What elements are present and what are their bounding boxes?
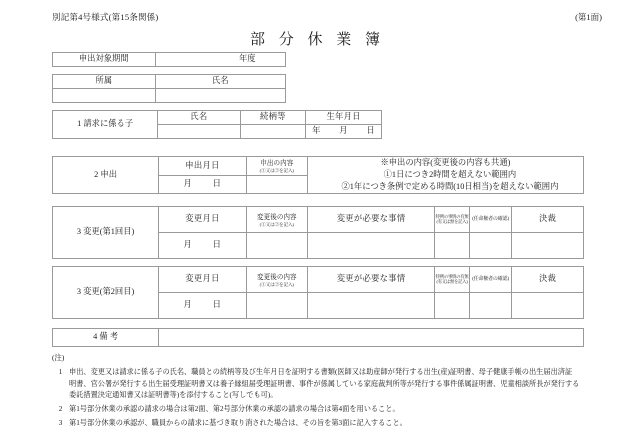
moushide-content-header xyxy=(246,157,307,176)
bikou-table xyxy=(52,328,584,347)
table-row xyxy=(53,75,286,89)
henkou1-confirm-value[interactable] xyxy=(469,233,511,259)
moushide-date-header: 申出月日 xyxy=(159,157,247,176)
henkou1-approval-value[interactable] xyxy=(512,233,584,259)
moushide-row-label: 2 申出 xyxy=(53,157,159,194)
document-header xyxy=(0,11,630,25)
child-birth-header: 生年月日 xyxy=(306,111,382,125)
page-title: 部 分 休 業 簿 xyxy=(249,32,385,48)
moushide-notes-title: ※申出の内容(変更後の内容も共通) xyxy=(380,158,511,167)
child-name-value[interactable] xyxy=(158,125,240,139)
moushide-note-1: ①1日につき2時間を超えない範囲内 xyxy=(383,170,517,180)
note-body-3 xyxy=(69,418,597,429)
child-birth-value[interactable]: 年 月 日 xyxy=(306,125,382,139)
henkou2-special-header-text: 特例の事情の有無 xyxy=(435,273,469,279)
note-line: 申出、変更又は請求に係る子の氏名、職員との続柄等及び生年月日を証明する書類(医師又は助産師が発行する出生(産)証明書、母子健康手帳の出生届出済証 xyxy=(69,368,573,377)
moushide-note-2: ②1年につき条例で定める時間(10日相当)を超えない範囲内 xyxy=(341,182,559,192)
child-row-label: 1 請求に係る子 xyxy=(53,111,158,139)
table-row xyxy=(53,111,382,125)
henkou2-date-header: 変更月日 xyxy=(159,267,247,293)
affiliation-value[interactable] xyxy=(53,89,156,103)
table-row xyxy=(53,89,286,103)
henkou2-reason-header: 変更が必要な事情 xyxy=(307,267,434,293)
henkou1-confirm-header xyxy=(469,207,511,233)
child-name-header: 氏名 xyxy=(158,111,240,125)
table-row xyxy=(53,207,584,233)
note-line: 委託措置決定通知書又は証明書等)を添付すること(写しでも可)。 xyxy=(69,390,278,399)
table-row xyxy=(53,329,584,347)
name-label: 氏名 xyxy=(155,75,285,89)
henkou2-confirm-header xyxy=(469,267,511,293)
henkou1-date-value[interactable]: 月 日 xyxy=(159,233,247,259)
period-table xyxy=(52,52,286,67)
moushide-content-header-text: 申出の内容 xyxy=(260,159,294,167)
moushide-content-header-sub: (①又は②を記入) xyxy=(259,167,294,173)
note-body-2 xyxy=(69,404,597,415)
henkou1-special-header-sub: (有又は無を記入) xyxy=(436,218,468,224)
notes-heading: (注) xyxy=(52,353,65,362)
moushide-notes-cell xyxy=(307,157,583,194)
henkou1-date-header: 変更月日 xyxy=(159,207,247,233)
henkou1-reason-header: 変更が必要な事情 xyxy=(307,207,434,233)
henkou1-approval-header: 決裁 xyxy=(512,207,584,233)
bikou-label: 4 備 考 xyxy=(53,329,159,347)
child-relation-value[interactable] xyxy=(240,125,306,139)
henkou1-content-header-text: 変更後の内容 xyxy=(257,213,297,221)
henkou2-approval-header: 決裁 xyxy=(512,267,584,293)
henkou2-content-header-text: 変更後の内容 xyxy=(257,273,297,281)
henkou1-reason-value[interactable] xyxy=(307,233,434,259)
henkou2-content-header-sub: (①又は②を記入) xyxy=(259,281,294,287)
child-relation-header: 続柄等 xyxy=(240,111,306,125)
moushide-date-value[interactable]: 月 日 xyxy=(159,175,247,194)
henkou2-content-value[interactable] xyxy=(246,293,307,319)
henkou2-special-header-sub: (有又は無を記入) xyxy=(436,278,468,284)
note-line: 第1号部分休業の承認が、職員からの請求に基づき取り消された場合は、その旨を第3面に記入すること。 xyxy=(69,419,407,428)
moushide-content-value[interactable] xyxy=(246,175,307,194)
child-table xyxy=(52,110,382,139)
henkou2-content-header xyxy=(246,267,307,293)
affiliation-label: 所属 xyxy=(53,75,156,89)
note-item-1 xyxy=(52,367,597,400)
affiliation-table xyxy=(52,74,286,103)
henkou2-date-value[interactable]: 月 日 xyxy=(159,293,247,319)
table-row xyxy=(53,53,286,67)
period-year-unit: 年度 xyxy=(238,54,256,64)
henkou2-special-header xyxy=(435,267,470,293)
note-number-1: 1 xyxy=(58,368,63,377)
note-number-3: 3 xyxy=(58,419,63,428)
bikou-value[interactable] xyxy=(159,329,584,347)
henkou2-row-label: 3 変更(第2回目) xyxy=(53,267,159,319)
henkou1-confirm-header-text: (任命権者の確認) xyxy=(472,216,509,222)
name-value[interactable] xyxy=(155,89,285,103)
form-code-label: 別記第4号様式(第15条関係) xyxy=(52,12,159,22)
henkou2-approval-value[interactable] xyxy=(512,293,584,319)
page-face-label: (第1面) xyxy=(575,12,602,22)
table-row xyxy=(53,157,584,176)
period-label: 申出対象期間 xyxy=(53,53,156,67)
henkou-table-2 xyxy=(52,266,584,319)
henkou1-content-header-sub: (①又は②を記入) xyxy=(259,221,294,227)
period-year-cell[interactable] xyxy=(155,53,285,67)
note-number-2: 2 xyxy=(58,404,63,413)
note-item-2 xyxy=(52,404,597,415)
henkou1-special-value[interactable] xyxy=(435,233,470,259)
moushide-table xyxy=(52,156,584,194)
henkou2-confirm-value[interactable] xyxy=(469,293,511,319)
notes-section xyxy=(52,352,597,430)
henkou1-content-header xyxy=(246,207,307,233)
note-body-1 xyxy=(69,367,597,400)
henkou1-content-value[interactable] xyxy=(246,233,307,259)
henkou1-special-header-text: 特例の事情の有無 xyxy=(435,213,469,219)
note-item-3 xyxy=(52,418,597,429)
henkou2-confirm-header-text: (任命権者の確認) xyxy=(472,276,509,282)
table-row xyxy=(53,267,584,293)
henkou2-reason-value[interactable] xyxy=(307,293,434,319)
note-line: 第1号部分休業の承認の請求の場合は第2面、第2号部分休業の承認の請求の場合は第4面を用いること。 xyxy=(69,404,400,413)
henkou1-special-header xyxy=(435,207,470,233)
henkou-table-1 xyxy=(52,206,584,259)
note-line: 明書、官公署が発行する出生届受理証明書又は養子縁組届受理証明書、事件が係属している家庭裁判所等が発行する事件係属証明書、児童相談所長が発行する xyxy=(69,379,580,388)
henkou1-row-label: 3 変更(第1回目) xyxy=(53,207,159,259)
henkou2-special-value[interactable] xyxy=(435,293,470,319)
